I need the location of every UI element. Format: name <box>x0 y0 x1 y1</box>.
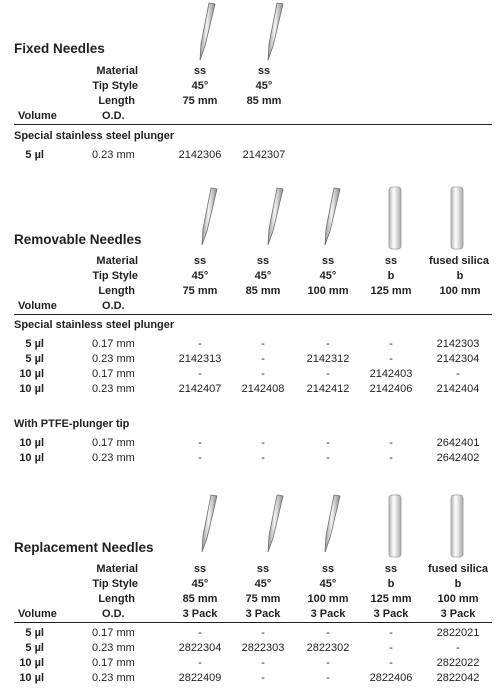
volume-cell: 10 µl <box>19 437 44 449</box>
part-number: - <box>326 338 330 350</box>
needle-45-icon <box>192 187 222 249</box>
rem-col1-material: ss <box>193 255 207 267</box>
part-number: 2142408 <box>241 383 285 395</box>
rep-col2-material: ss <box>256 563 270 575</box>
volume-cell: 5 µl <box>25 353 44 365</box>
part-number: 2142303 <box>436 338 480 350</box>
rem-col3-material: ss <box>321 255 335 267</box>
part-number: 2142404 <box>436 383 480 395</box>
header-material: Material <box>96 65 138 77</box>
rep-col5-pack: 3 Pack <box>440 608 476 620</box>
rem-col4-length: 125 mm <box>370 285 412 297</box>
part-number: - <box>261 353 265 365</box>
part-number: - <box>389 642 393 654</box>
part-number: 2642401 <box>436 437 480 449</box>
part-number: - <box>198 437 202 449</box>
rem-col1-tip: 45° <box>191 270 209 282</box>
volume-cell: 10 µl <box>19 368 44 380</box>
header-tip-style: Tip Style <box>92 270 138 282</box>
od-cell: 0.17 mm <box>92 437 135 449</box>
part-number: 2822304 <box>178 642 222 654</box>
part-number: - <box>389 353 393 365</box>
rep-col4-material: ss <box>384 563 398 575</box>
needle-45-icon <box>190 2 220 64</box>
header-volume: Volume <box>18 608 57 620</box>
rem-col2-length: 85 mm <box>245 285 281 297</box>
rem-col3-length: 100 mm <box>307 285 349 297</box>
rep-col2-pack: 3 Pack <box>245 608 281 620</box>
part-number: 2822409 <box>178 672 222 684</box>
rep-col1-tip: 45° <box>191 578 209 590</box>
rep-col3-material: ss <box>321 563 335 575</box>
volume-cell: 10 µl <box>19 383 44 395</box>
fixed-col1-tip: 45° <box>191 80 209 92</box>
part-number: - <box>326 627 330 639</box>
od-cell: 0.23 mm <box>92 383 135 395</box>
part-number: - <box>389 437 393 449</box>
rep-col1-material: ss <box>193 563 207 575</box>
rep-col4-length: 125 mm <box>370 593 412 605</box>
part-number: 2822406 <box>369 672 413 684</box>
rep-col2-length: 75 mm <box>245 593 281 605</box>
part-number: - <box>456 642 460 654</box>
part-number: - <box>261 452 265 464</box>
part-number: - <box>198 338 202 350</box>
header-tip-style: Tip Style <box>92 578 138 590</box>
part-number: - <box>261 368 265 380</box>
od-cell: 0.17 mm <box>92 368 135 380</box>
rem-col5-material: fused silica <box>429 255 489 267</box>
part-number: - <box>261 338 265 350</box>
fixed-col1-material: ss <box>193 65 207 77</box>
rem-col4-material: ss <box>384 255 398 267</box>
part-number: - <box>326 437 330 449</box>
rep-col1-pack: 3 Pack <box>182 608 218 620</box>
rep-col3-pack: 3 Pack <box>310 608 346 620</box>
divider <box>14 124 492 125</box>
removable-subheading: Special stainless steel plunger <box>14 319 175 331</box>
rep-col1-length: 85 mm <box>182 593 218 605</box>
volume-cell: 10 µl <box>19 657 44 669</box>
od-cell: 0.17 mm <box>92 338 135 350</box>
part-number: - <box>326 368 330 380</box>
part-number: - <box>261 657 265 669</box>
part-number: - <box>456 368 460 380</box>
replacement-needles-title: Replacement Needles <box>14 540 154 555</box>
needle-45-icon <box>315 187 345 249</box>
fixed-needles-title: Fixed Needles <box>14 41 105 56</box>
part-number: 2142306 <box>178 149 222 161</box>
rep-col4-tip: b <box>387 578 395 590</box>
part-number: - <box>389 452 393 464</box>
header-od: O.D. <box>102 110 125 122</box>
part-number: 2142412 <box>306 383 350 395</box>
needle-45-icon <box>258 494 288 556</box>
od-cell: 0.23 mm <box>92 452 135 464</box>
volume-cell: 10 µl <box>19 452 44 464</box>
needle-45-icon <box>192 494 222 556</box>
part-number: - <box>326 452 330 464</box>
volume-cell: 5 µl <box>25 149 44 161</box>
od-cell: 0.23 mm <box>92 642 135 654</box>
rem-col1-length: 75 mm <box>182 285 218 297</box>
part-number: - <box>326 672 330 684</box>
rem-col3-tip: 45° <box>319 270 337 282</box>
rep-col5-tip: b <box>454 578 462 590</box>
part-number: - <box>198 368 202 380</box>
part-number: 2142403 <box>369 368 413 380</box>
header-material: Material <box>96 255 138 267</box>
header-length: Length <box>98 285 135 297</box>
rem-col2-material: ss <box>256 255 270 267</box>
part-number: 2142407 <box>178 383 222 395</box>
header-volume: Volume <box>18 110 57 122</box>
needle-45-icon <box>258 2 288 64</box>
fixed-col2-tip: 45° <box>255 80 273 92</box>
volume-cell: 5 µl <box>25 642 44 654</box>
part-number: - <box>261 627 265 639</box>
rem-col5-tip: b <box>456 270 464 282</box>
needle-fused-silica-icon <box>448 186 468 252</box>
divider <box>14 622 492 623</box>
volume-cell: 5 µl <box>25 627 44 639</box>
header-material: Material <box>96 563 138 575</box>
header-od: O.D. <box>102 608 125 620</box>
rep-col3-tip: 45° <box>319 578 337 590</box>
volume-cell: 5 µl <box>25 338 44 350</box>
rep-col2-tip: 45° <box>254 578 272 590</box>
fixed-col1-length: 75 mm <box>182 95 218 107</box>
fixed-subheading: Special stainless steel plunger <box>14 130 175 142</box>
needle-fused-silica-icon <box>448 494 468 560</box>
needle-blunt-icon <box>386 186 406 252</box>
fixed-col2-material: ss <box>257 65 271 77</box>
part-number: - <box>389 657 393 669</box>
part-number: - <box>198 627 202 639</box>
part-number: - <box>326 657 330 669</box>
part-number: - <box>198 452 202 464</box>
fixed-col2-length: 85 mm <box>246 95 282 107</box>
header-od: O.D. <box>102 300 125 312</box>
part-number: - <box>261 672 265 684</box>
part-number: - <box>389 627 393 639</box>
part-number: - <box>198 657 202 669</box>
header-length: Length <box>98 95 135 107</box>
rem-col5-length: 100 mm <box>439 285 481 297</box>
rep-col5-material: fused silica <box>428 563 488 575</box>
part-number: 2142307 <box>242 149 286 161</box>
od-cell: 0.23 mm <box>92 672 135 684</box>
ptfe-subheading: With PTFE-plunger tip <box>14 418 130 430</box>
rep-col4-pack: 3 Pack <box>373 608 409 620</box>
needle-45-icon <box>258 187 288 249</box>
od-cell: 0.17 mm <box>92 657 135 669</box>
part-number: 2642402 <box>436 452 480 464</box>
header-tip-style: Tip Style <box>92 80 138 92</box>
part-number: 2142313 <box>178 353 222 365</box>
od-cell: 0.17 mm <box>92 627 135 639</box>
part-number: 2822022 <box>436 657 480 669</box>
od-cell: 0.23 mm <box>92 149 135 161</box>
rem-col2-tip: 45° <box>254 270 272 282</box>
divider <box>14 314 492 315</box>
part-number: 2822042 <box>436 672 480 684</box>
header-length: Length <box>98 593 135 605</box>
header-volume: Volume <box>18 300 57 312</box>
removable-needles-title: Removable Needles <box>14 232 142 247</box>
od-cell: 0.23 mm <box>92 353 135 365</box>
part-number: 2822302 <box>306 642 350 654</box>
part-number: 2142406 <box>369 383 413 395</box>
rep-col3-length: 100 mm <box>307 593 349 605</box>
rep-col5-length: 100 mm <box>437 593 479 605</box>
volume-cell: 10 µl <box>19 672 44 684</box>
part-number: 2142304 <box>436 353 480 365</box>
part-number: 2822303 <box>241 642 285 654</box>
part-number: - <box>389 338 393 350</box>
part-number: - <box>261 437 265 449</box>
needle-45-icon <box>315 494 345 556</box>
needle-blunt-icon <box>386 494 406 560</box>
rem-col4-tip: b <box>387 270 395 282</box>
part-number: 2142312 <box>306 353 350 365</box>
part-number: 2822021 <box>436 627 480 639</box>
